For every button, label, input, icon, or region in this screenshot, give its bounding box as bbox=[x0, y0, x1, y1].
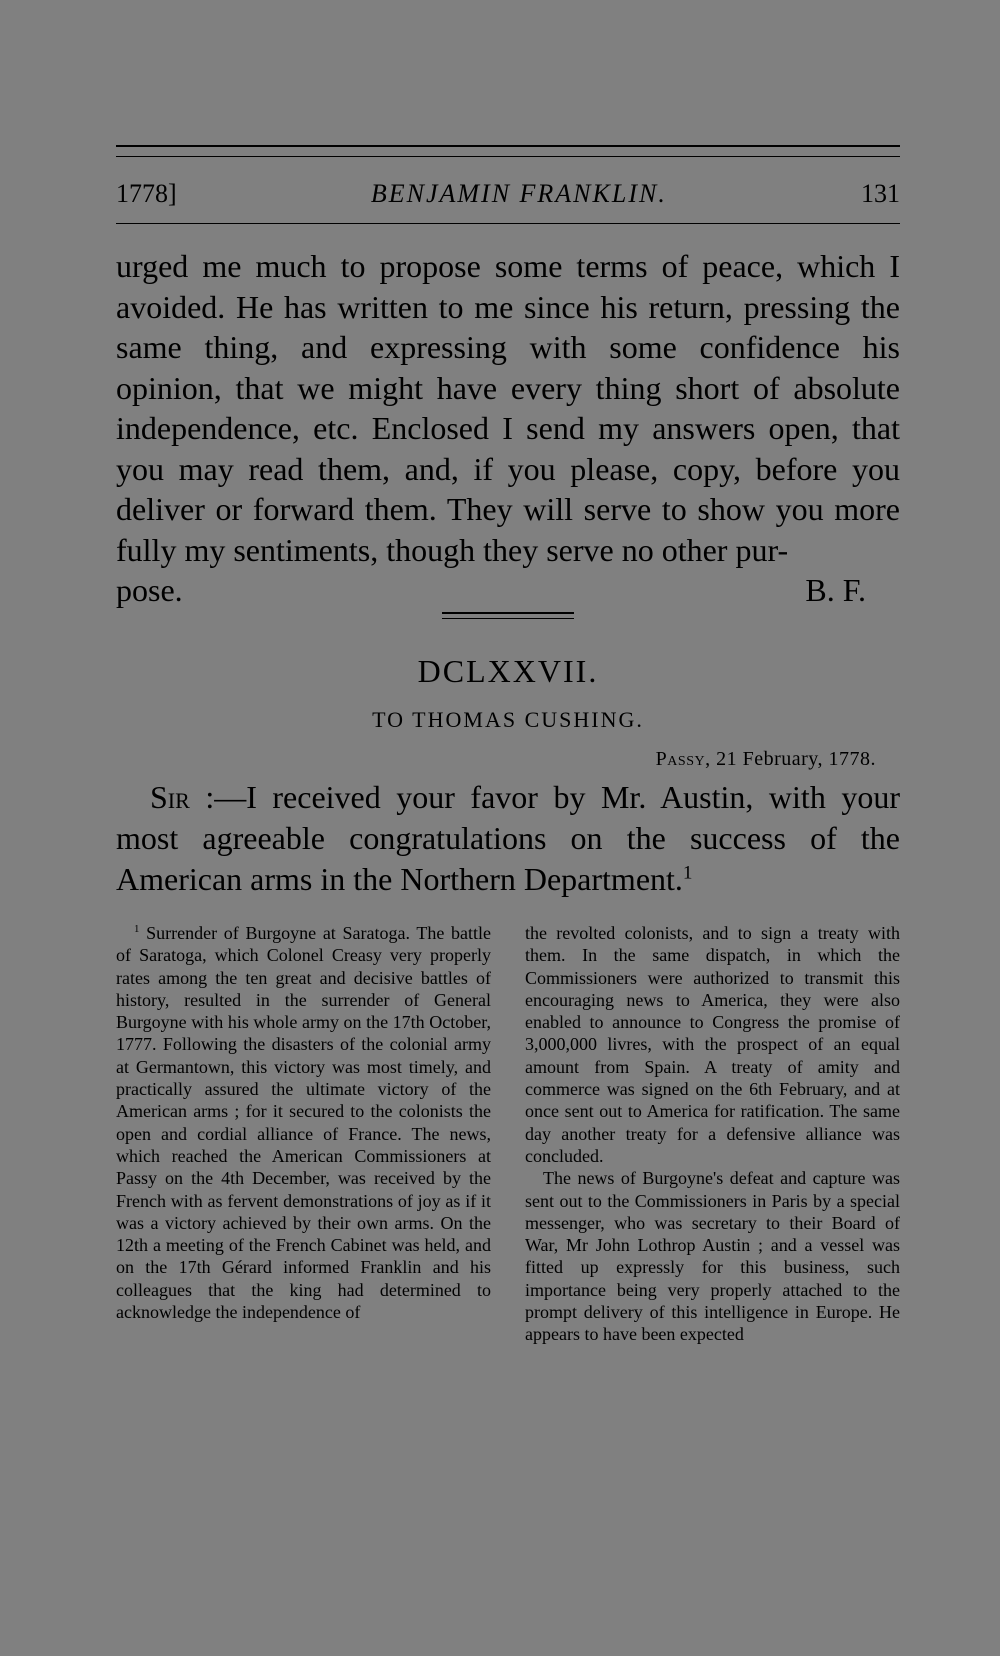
running-head-year: 1778] bbox=[116, 179, 177, 208]
header-double-rule bbox=[116, 145, 900, 157]
dateline-date: 21 February, 1778. bbox=[716, 748, 876, 770]
dateline-place: Passy, bbox=[655, 748, 711, 770]
header-rule bbox=[116, 223, 900, 224]
book-page bbox=[116, 145, 900, 1346]
footnote-text-1: Surrender of Burgoyne at Saratoga. The battle of Saratoga, which Colonel Creasy very properly rates among the ten great and decisive battles of history, resulted in the surrender of General Burgoyne with his whole army on the 17th October, 1777. Following the disasters of the colonial army at Germantown, this victory was most timely, and practically assured the ultimate victory of the American arms ; for it secured to the colonists the open and cordial alliance of France. The news, which reached the American Commissioners at Passy on the 4th December, was received by the French with as fervent demonstrations of joy as if it was a victory achieved by their own arms. On the 12th a meeting of the French Cabinet was held, and on the 17th Gérard informed Franklin and his colleagues that the king had determined to acknowledge the independence of bbox=[116, 923, 491, 1323]
footnotes bbox=[116, 922, 900, 1346]
page-number: 131 bbox=[861, 179, 900, 208]
signoff-initials: B. F. bbox=[805, 572, 866, 608]
continuation-text: urged me much to propose some terms of peace, which I avoided. He has written to me since his return, pressing the same thing, and expressing with some confidence his opinion, that we might have every thing short of absolute independence, etc. Enclosed I send my answers open, that you may read them, and, if you please, copy, before you deliver or forward them. They will serve to show you more fully my sentiments, though they serve no other pur- bbox=[116, 248, 900, 568]
footnote-paragraph-1-continued: the revolted colonists, and to sign a treaty with them. In the same dispatch, in which the Commissioners were authorized to transmit this encouraging news to America, they were also enabled to announce to Congress the promise of 3,000,000 livres, with the prospect of an equal amount from Spain. A treaty of amity and commerce was signed on the 6th February, and at once sent out to America for ratification. The same day another treaty for a defensive alliance was concluded. bbox=[525, 923, 900, 1166]
running-head bbox=[116, 179, 900, 209]
footnote-marker: 1 bbox=[134, 923, 140, 935]
dateline bbox=[116, 747, 876, 771]
running-head-title: BENJAMIN FRANKLIN. bbox=[370, 179, 667, 208]
continuation-paragraph bbox=[116, 246, 900, 570]
letter-recipient: TO THOMAS CUSHING. bbox=[372, 707, 644, 732]
footnote-paragraph-1 bbox=[116, 922, 491, 1323]
letter-body bbox=[116, 777, 900, 900]
footnote-column-left bbox=[116, 922, 491, 1346]
footnote-paragraph-2: The news of Burgoyne's defeat and capture was sent out to the Commissioners in Paris by a special messenger, who was secretary to their Board of War, Mr John Lothrop Austin ; and a vessel was fitted up expressly for this business, such importance being very properly attached to the prompt delivery of this intelligence in Europe. He appears to have been expected bbox=[525, 1168, 900, 1345]
salutation: Sir bbox=[150, 779, 190, 815]
section-divider bbox=[442, 612, 574, 619]
letter-number: DCLXXVII. bbox=[417, 653, 599, 689]
continuation-last-line: pose. bbox=[116, 572, 183, 608]
letter-text: :—I received your favor by Mr. Austin, with your most agreeable congratulations on the success of the American arms in the Northern Department. bbox=[116, 779, 900, 897]
signoff-row bbox=[116, 570, 900, 610]
footnote-column-right bbox=[525, 922, 900, 1346]
footnote-reference: 1 bbox=[682, 862, 693, 884]
